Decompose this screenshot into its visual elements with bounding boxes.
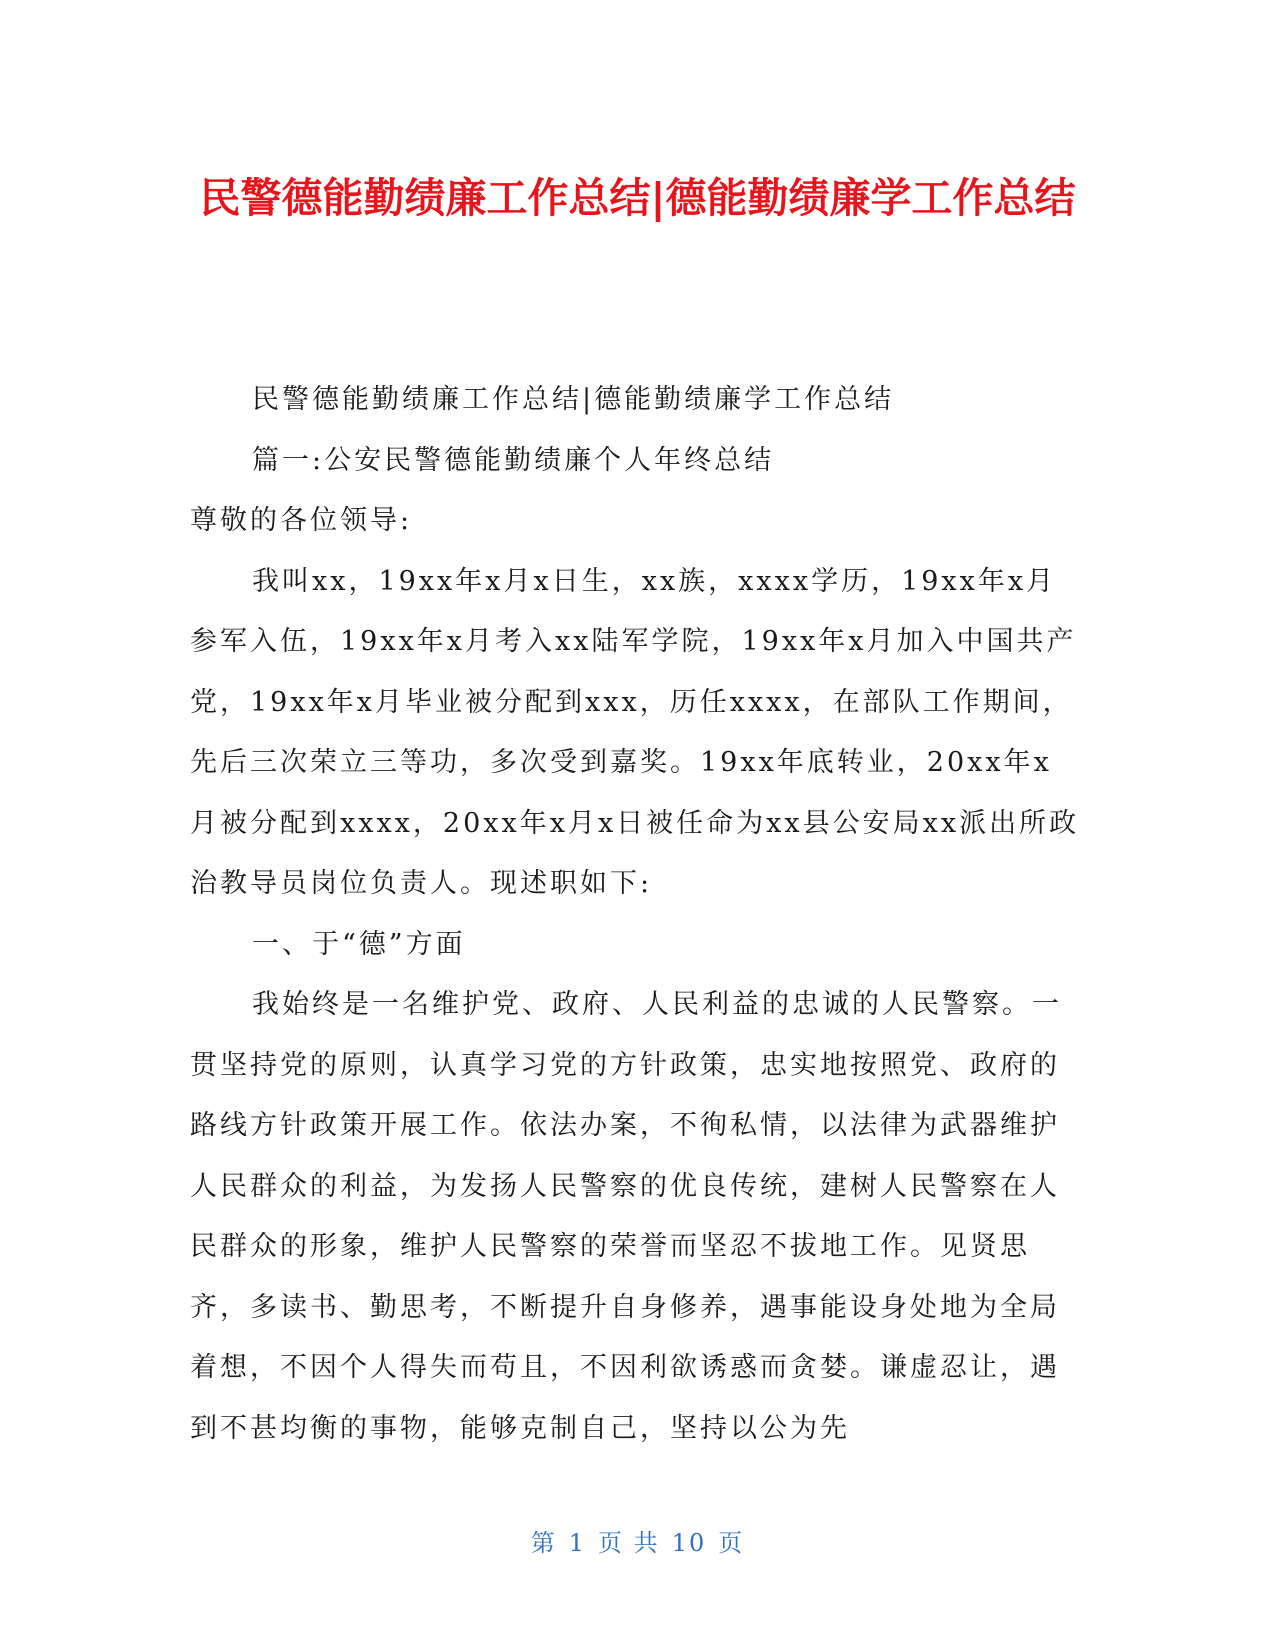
footer-prefix: 第 xyxy=(530,1529,557,1557)
document-title: 民警德能勤绩廉工作总结|德能勤绩廉学工作总结 xyxy=(199,174,1076,222)
footer-total-pages: 10 xyxy=(671,1529,707,1557)
paragraph-introduction: 我叫xx，19xx年x月x日生，xx族，xxxx学历，19xx年x月参军入伍，19xx年x月考入xx陆军学院，19xx年x月加入中国共产党，19xx年x月毕业被分配到xxx，历任xxxx，在部队工作期间，先后三次荣立三等功，多次受到嘉奖。19xx年底转业，20xx年x月被分配到xxxx，20xx年x月x日被任命为xx县公安局xx派出所政治教导员岗位负责人。现述职如下: xyxy=(190,565,1080,899)
document-body xyxy=(190,370,1080,1459)
paragraph-de-content: 我始终是一名维护党、政府、人民利益的忠诚的人民警察。一贯坚持党的原则，认真学习党的方针政策，忠实地按照党、政府的路线方针政策开展工作。依法办案，不徇私情，以法律为武器维护人民群众的利益，为发扬人民警察的优良传统，建树人民警察在人民群众的形象，维护人民警察的荣誉而坚忍不拔地工作。见贤思齐，多读书、勤思考，不断提升自身修养，遇事能设身处地为全局着想，不因个人得失而苟且，不因利欲诱惑而贪婪。谦虚忍让，遇到不甚均衡的事物，能够克制自己，坚持以公为先 xyxy=(190,989,1062,1444)
paragraph-salutation: 尊敬的各位领导: xyxy=(190,505,413,536)
page-footer xyxy=(0,1523,1275,1558)
footer-suffix: 页 xyxy=(718,1529,745,1557)
footer-middle: 页 共 xyxy=(598,1529,660,1557)
footer-page-number: 1 xyxy=(568,1529,587,1557)
paragraph-heading-repeat: 民警德能勤绩廉工作总结|德能勤绩廉学工作总结 xyxy=(252,384,895,415)
paragraph-section-title: 篇一:公安民警德能勤绩廉个人年终总结 xyxy=(252,444,775,476)
paragraph-subheading-de: 一、于“德”方面 xyxy=(252,928,466,960)
